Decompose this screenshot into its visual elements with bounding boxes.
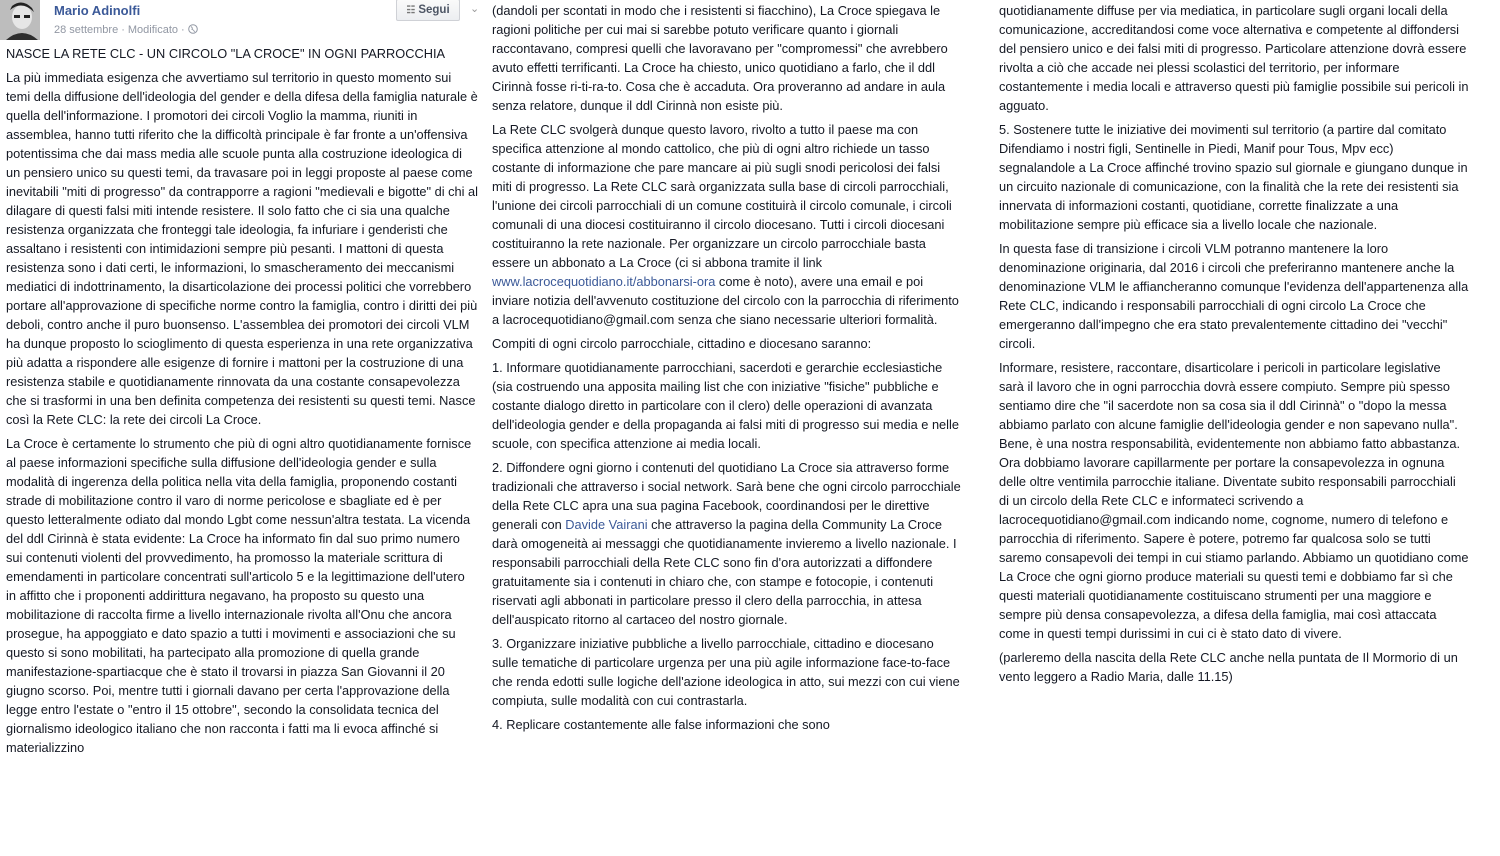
profile-link-davide-vairani[interactable]: Davide Vairani: [565, 517, 648, 532]
paragraph: 5. Sostenere tutte le iniziative dei movimenti sul territorio (a partire dal comitato Difendiamo i nostri figli, Sentinelle in Piedi, Manif pour Tous, Mpv ecc) segnalandole a La Croce affinché trovino spazio sul giornale e giungano dunque in un circuito nazionale di comunicazione, con la finalità che la rete dei resistenti sia innervata di informazioni costanti, quotidiane, corrette finalizzate a una mobilitazione sempre più efficace sia a livello locale che nazionale.: [999, 122, 1468, 232]
avatar[interactable]: [0, 0, 40, 40]
follow-label: Segui: [418, 4, 450, 16]
paragraph: In questa fase di transizione i circoli VLM potranno mantenere la loro denominazione originaria, dal 2016 i circoli che preferiranno mantenere anche la denominazione VLM le affiancheranno comunque l'evidenza dell'appartenenza alla Rete CLC, indicando i responsabili parrocchiali di ogni circolo La Croce che emergeranno dall'impegno che era stato prevalentemente cittadino dei "vecchi" circoli.: [999, 241, 1469, 351]
post-header: [6, 0, 478, 44]
post-column-2: [492, 1, 962, 739]
paragraph: [492, 120, 962, 329]
modified-label[interactable]: Modificato: [127, 24, 179, 36]
text-span: 2. Diffondere ogni giorno i contenuti del quotidiano La Croce sia attraverso forme tradizionali che attraverso i social network. Sarà bene che ogni circolo parrocchiale della Rete CLC apra una sua pagina Facebook, coordinandosi per le direttive generali con: [492, 460, 961, 532]
paragraph: [492, 458, 962, 629]
paragraph: quotidianamente diffuse per via mediatica, in particolare sugli organi locali della comunicazione, accreditandosi come voce alternativa e competente al diffondersi del pensiero unico e dei falsi miti di progresso. Particolare attenzione dovrà essere rivolta a ciò che accade nei plessi scolastici del territorio, per informare costantemente i media locali e attraverso questi più famiglie possibile sui pericoli in agguato.: [999, 3, 1469, 113]
text-span: La Rete CLC svolgerà dunque questo lavoro, rivolto a tutto il paese ma con specifica attenzione al mondo cattolico, che più di ogni altro richiede un tasso costante di informazione che pare mancare ai più sugli snodi pericolosi dei falsi miti di progresso. La Rete CLC sarà organizzata sulla base di circoli parrocchiali, l'unione dei circoli parrocchiali di un comune costituirà il circolo comunale, i circoli comunali di una diocesi costituiranno il circolo diocesano. Tutti i circoli diocesani costituiranno la rete nazionale. Per organizzare un circolo parrocchiale basta essere un abbonato a La Croce (ci si abbona tramite il link: [492, 122, 952, 270]
paragraph: 3. Organizzare iniziative pubbliche a livello parrocchiale, cittadino e diocesano sulle tematiche di particolare urgenza per una più agile informazione face-to-face che renda edotti sulle logiche dell'azione ideologica in atto, sui mezzi con cui viene compiuta, sulle modalità con cui contrastarla.: [492, 636, 960, 708]
post-column-1: [6, 0, 478, 762]
paragraph: 4. Replicare costantemente alle false informazioni che sono: [492, 717, 830, 732]
chevron-down-icon[interactable]: ⌄: [470, 3, 480, 15]
post-title: NASCE LA RETE CLC - UN CIRCOLO "LA CROCE" IN OGNI PARROCCHIA: [6, 46, 446, 61]
author-name[interactable]: Mario Adinolfi: [54, 3, 141, 18]
paragraph: Informare, resistere, raccontare, disarticolare i pericoli in particolare legislative sarà il lavoro che in ogni parrocchia dovrà essere compiuto. Sempre più spesso sentiamo dire che "il sacerdote non sa cosa sia il ddl Cirinnà" o "dopo la messa abbiamo parlato con alcune famiglie dell'ideologia gender e non sapevano nulla". Bene, è una nostra responsabilità, evidentemente non abbiamo fatto abbastanza. Ora dobbiamo lavorare capillarmente per portare la consapevolezza in ognuna delle oltre ventimila parrocchie italiane. Diventate subito responsabili parrocchiali di un circolo della Rete CLC e informateci scrivendo a lacrocequotidiano@gmail.com indicando nome, cognome, numero di telefono e parrocchia di riferimento. Sapere è potere, potremo far qualcosa solo se tutti saremo consapevoli dei tempi in cui stiamo parlando. Abbiamo un quotidiano come La Croce che ogni giorno produce materiali su questi temi e dobbiamo far sì che questi materiali quotidianamente costituiscano strumenti per una maggiore e sempre più densa consapevolezza, a difesa della famiglia, mai così attaccata come in questi tempi durissimi in cui ci è stato dato di vivere.: [999, 360, 1469, 641]
paragraph: La Croce è certamente lo strumento che più di ogni altro quotidianamente fornisce al paese informazioni specifiche sulla diffusione dell'ideologia gender e sulla modalità di ingerenza della politica nella vita della famiglia, proponendo costanti strade di mobilitazione contro il varo di norme pericolose e sbagliate ed è per questo letteralmente odiato dal mondo Lgbt come nessun'altra testata. La vicenda del ddl Cirinnà è stata evidente: La Croce ha informato fin dal suo primo numero sui contenuti violenti del provvedimento, ha promosso la materiale scrittura di emendamenti in particolare concentrati sull'articolo 5 e la legittimazione dell'utero in affitto che i proponenti addirittura negavano, ha proposto su questo una mobilitazione di raccolta firme a livello internazionale rivolta all'Onu che ancora prosegue, ha appoggiato e dato spazio a tutti i movimenti e associazioni che su questo si sono mobilitati, ha partecipato alla promozione di quella grande manifestazione-spartiacque che è stato il trovarsi in piazza San Giovanni il 20 giugno scorso. Poi, mentre tutti i giornali davano per certa l'approvazione della legge entro l'estate o "entro il 15 ottobre", secondo la consolidata tecnica del giornalismo ideologico italiano che non racconta i fatti ma li evoca affinché si materializzino: [6, 436, 472, 755]
post-column-3: [999, 1, 1469, 691]
follow-button[interactable]: [396, 0, 460, 21]
post-meta: [54, 21, 198, 41]
globe-icon[interactable]: [188, 22, 198, 41]
paragraph: (parleremo della nascita della Rete CLC anche nella puntata de Il Mormorio di un vento leggero a Radio Maria, dalle 11.15): [999, 650, 1458, 684]
paragraph: Compiti di ogni circolo parrocchiale, cittadino e diocesano saranno:: [492, 336, 872, 351]
paragraph: La più immediata esigenza che avvertiamo sul territorio in questo momento sui temi della diffusione dell'ideologia del gender e della difesa della famiglia naturale è quella dell'informazione. I promotori dei circoli Voglio la mamma, riuniti in assemblea, hanno tutti riferito che la difficoltà principale è far fronte a un'offensiva potentissima che dai mass media alle scuole punta alla costruzione ideologica di un pensiero unico su questi temi, da travasare poi in leggi proposte al paese come inevitabili "miti di progresso" da contrapporre a ragioni "medievali e bigotte" di chi al dilagare di questi falsi miti intende resistere. Il solo fatto che ci sia una qualche resistenza organizzata che fronteggi tale ideologia, fa infuriare i genderisti che assaltano i resistenti con intimidazioni sempre più pesanti. I mattoni di questa resistenza sono i dati certi, le informazioni, lo smascheramento dei meccanismi mediatici di indottrinamento, la disarticolazione dei processi politici che vorrebbero portare all'approvazione di specifiche norme contro la famiglia, contro i diritti dei più deboli, contro anche il puro buonsenso. L'assemblea dei promotori dei circoli VLM ha dunque proposto lo scioglimento di questa esperienza in una rete organizzativa più adatta a rispondere alle esigenze di fornire i mattoni per la costruzione di una resistenza stabile e quotidianamente rinnovata da una costante consapevolezza che si trasformi in una ben definita competenza dei resistenti su questi temi. Nasce così la Rete CLC: la rete dei circoli La Croce.: [6, 70, 478, 427]
rss-icon: ☷: [406, 5, 416, 16]
meta-separator-2: ·: [181, 24, 185, 36]
paragraph: (dandoli per scontati in modo che i resistenti si fiacchino), La Croce spiegava le ragioni politiche per cui mai si sarebbe potuto verificare quanto i giornali raccontavano, compresi quelli che lavoravano per "compromessi" che avrebbero avuto effetti terrificanti. La Croce ha chiesto, unico quotidiano a farlo, che il ddl Cirinnà fosse ri-ti-ra-to. Cosa che è accaduta. Ora proveranno ad andare in aula senza relatore, dunque il ddl Cirinnà non esiste più.: [492, 3, 948, 113]
meta-separator: ·: [121, 24, 125, 36]
paragraph: 1. Informare quotidianamente parrocchiani, sacerdoti e gerarchie ecclesiastiche (sia costruendo una apposita mailing list che con iniziative "fisiche" pubbliche e costante dialogo diretto in particolare con il clero) delle operazioni di avanzata dell'ideologia gender e della propaganda ai falsi miti di progresso sui media e nelle scuole, con specifica attenzione ai media locali.: [492, 360, 959, 451]
text-span: come è noto), avere una email e poi inviare notizia dell'avvenuto costituzione del circolo con la parrocchia di riferimento a lacrocequotidiano@gmail.com senza che siano necessarie ulteriori formalità.: [492, 274, 959, 327]
post-date[interactable]: 28 settembre: [54, 24, 119, 36]
subscribe-link[interactable]: www.lacrocequotidiano.it/abbonarsi-ora: [492, 274, 716, 289]
text-span: che attraverso la pagina della Community La Croce darà omogeneità ai messaggi che quotidianamente invieremo a livello nazionale. I responsabili parrocchiali della Rete CLC sono fin d'ora autorizzati a diffondere gratuitamente sia i contenuti in chiaro che, con stampe e fotocopie, i contenuti riservati agli abbonati in particolare presso il clero della parrocchia, in attesa dell'auspicato ritorno al cartaceo del nostro giornale.: [492, 517, 957, 627]
